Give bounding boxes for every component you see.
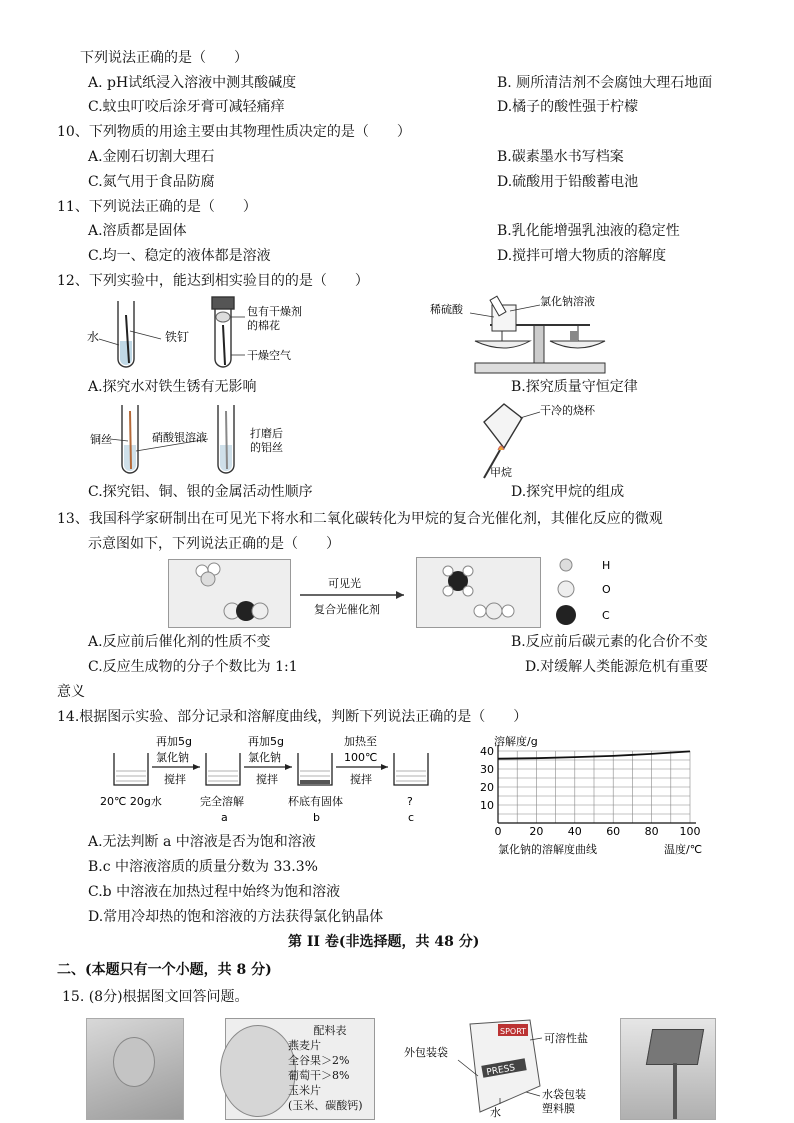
- y-tick-label: 10: [480, 799, 494, 812]
- ingredient-item: 全谷果＞2%: [288, 1054, 350, 1067]
- chart-ylabel: 溶解度/g: [494, 735, 538, 748]
- ingredient-table: [288, 1023, 372, 1113]
- chart-xlabel: 温度/℃: [664, 843, 703, 856]
- label-copper: 铜丝: [90, 433, 112, 446]
- q12-option-a[interactable]: A.探究水对铁生锈有无影响: [88, 379, 257, 395]
- legend-h: H: [602, 559, 611, 572]
- q13-option-a[interactable]: A.反应前后催化剂的性质不变: [88, 634, 271, 650]
- face-shape: [113, 1037, 155, 1087]
- step3-stir: 搅拌: [350, 773, 372, 786]
- beaker-c: [394, 753, 428, 785]
- q13-option-c[interactable]: C.反应生成物的分子个数比为 1:1: [88, 659, 298, 675]
- left-pan: [475, 341, 530, 348]
- q13-stem-2: 示意图如下，下列说法正确的是（ ）: [88, 536, 340, 552]
- x-tick-label: 40: [567, 825, 582, 838]
- water-level: [120, 341, 132, 365]
- q11-option-d[interactable]: D.搅拌可增大物质的溶解度: [497, 248, 667, 264]
- q11-option-b[interactable]: B.乳化能增强乳浊液的稳定性: [497, 223, 680, 239]
- balance-base: [475, 363, 605, 373]
- label-dry-air: 干燥空气: [247, 349, 291, 362]
- weight: [570, 331, 578, 341]
- c-atom-legend: [556, 605, 576, 625]
- y-tick-label: 30: [480, 763, 494, 776]
- q12-option-b[interactable]: B.探究质量守恒定律: [511, 379, 638, 395]
- press-text: PRESS: [485, 1063, 516, 1079]
- step2-add: 再加5g: [248, 735, 284, 748]
- x-tick-label: 20: [529, 825, 544, 838]
- q9-option-b[interactable]: B. 厕所清洁剂不会腐蚀大理石地面: [497, 75, 713, 91]
- label-acid: 稀硫酸: [430, 303, 463, 316]
- label-catalyst: 复合光催化剂: [314, 603, 380, 616]
- x-tick-label: 60: [606, 825, 621, 838]
- q13-stem-1: 13、我国科学家研制出在可见光下将水和二氧化碳转化为甲烷的复合光催化剂，其催化反应的微观: [57, 511, 663, 527]
- c-note: ?: [407, 795, 413, 808]
- label-visible-light: 可见光: [328, 577, 361, 590]
- ingredient-title: 配料表: [313, 1024, 347, 1037]
- x-tick-label: 0: [494, 825, 502, 838]
- q14-flow-diagram: [100, 731, 445, 831]
- cold-pack-figure: [400, 1016, 600, 1120]
- photo-solar-lamp: [620, 1018, 716, 1120]
- q14-option-d[interactable]: D.常用冷却热的饱和溶液的方法获得氯化钠晶体: [88, 909, 384, 925]
- ingredient-item: (玉米、碳酸钙): [288, 1099, 363, 1112]
- beaker-start: [114, 753, 148, 785]
- q12-figure-c: [88, 401, 308, 481]
- h-atom-legend: [560, 559, 572, 571]
- section2-banner: 第 II 卷(非选择题，共 48 分): [288, 934, 480, 950]
- q10-stem: 10、下列物质的用途主要由其物理性质决定的是（ ）: [57, 124, 411, 140]
- label-agno3: 硝酸银溶液: [152, 431, 207, 444]
- q9-stem: 下列说法正确的是（ ）: [80, 50, 248, 66]
- label-al-2: 的铝丝: [250, 441, 283, 454]
- solar-panel: [646, 1029, 704, 1065]
- q9-option-d[interactable]: D.橘子的酸性强于柠檬: [497, 99, 639, 115]
- q12-figure-a: [85, 293, 310, 375]
- ingredient-item: 玉米片: [288, 1084, 321, 1097]
- step3-temp: 100℃: [344, 751, 378, 764]
- balance-pillar: [534, 325, 544, 363]
- cotton: [216, 312, 230, 322]
- q10-option-c[interactable]: C.氮气用于食品防腐: [88, 174, 215, 190]
- step2-stir: 搅拌: [256, 773, 278, 786]
- o-atom-legend: [558, 581, 574, 597]
- label-al-1: 打磨后: [250, 427, 283, 440]
- start-label: 20℃ 20g水: [100, 795, 162, 808]
- right-pan: [550, 341, 605, 348]
- photo-person: [86, 1018, 184, 1120]
- step1-stir: 搅拌: [164, 773, 186, 786]
- aluminum-wire: [226, 411, 227, 469]
- q9-option-a[interactable]: A. pH试纸浸入溶液中测其酸碱度: [88, 75, 297, 91]
- photo-cereal: [225, 1018, 375, 1120]
- label-water-bag-1: 水袋包装: [542, 1088, 586, 1101]
- beaker-a: [206, 753, 240, 785]
- stopper: [212, 297, 234, 309]
- a-note: 完全溶解: [200, 795, 244, 808]
- label-cold-beaker: 干冷的烧杯: [540, 404, 595, 417]
- q11-option-c[interactable]: C.均一、稳定的液体都是溶液: [88, 248, 271, 264]
- ingredient-item: 燕麦片: [288, 1039, 321, 1052]
- bowl: [220, 1025, 296, 1117]
- q13-reaction-diagram: [168, 557, 628, 632]
- q13-option-b[interactable]: B.反应前后碳元素的化合价不变: [511, 634, 708, 650]
- q12-option-c[interactable]: C.探究铝、铜、银的金属活动性顺序: [88, 484, 313, 500]
- label-cotton-2: 的棉花: [247, 319, 280, 332]
- solubility-chart: [458, 729, 708, 859]
- a-label: a: [221, 811, 228, 824]
- label-soluble-salt: 可溶性盐: [544, 1032, 588, 1045]
- q10-option-b[interactable]: B.碳素墨水书写档案: [497, 149, 624, 165]
- ingredient-item: 葡萄干＞8%: [288, 1069, 350, 1082]
- q14-option-b[interactable]: B.c 中溶液溶质的质量分数为 33.3%: [88, 859, 318, 875]
- step1-add: 再加5g: [156, 735, 192, 748]
- q12-figure-d: [470, 398, 620, 480]
- copper-wire: [130, 411, 131, 469]
- q13-option-d[interactable]: D.对缓解人类能源危机有重要: [525, 659, 709, 675]
- lamp-pole: [673, 1063, 677, 1119]
- chart-title: 氯化钠的溶解度曲线: [498, 843, 597, 856]
- label-cotton-1: 包有干燥剂: [247, 305, 302, 318]
- q12-figure-b: [430, 291, 630, 377]
- c-label: c: [408, 811, 415, 824]
- q14-option-a[interactable]: A.无法判断 a 中溶液是否为饱和溶液: [88, 834, 316, 850]
- q14-stem: 14.根据图示实验、部分记录和溶解度曲线，判断下列说法正确的是（ ）: [57, 709, 528, 725]
- step1-nacl: 氯化钠: [156, 751, 189, 764]
- step2-nacl: 氯化钠: [248, 751, 281, 764]
- q10-option-a[interactable]: A.金刚石切割大理石: [88, 149, 215, 165]
- y-tick-label: 40: [480, 745, 494, 758]
- label-nail: 铁钉: [165, 330, 190, 344]
- q9-option-c[interactable]: C.蚊虫叮咬后涂牙膏可减轻痛痒: [88, 99, 285, 115]
- x-tick-label: 80: [644, 825, 659, 838]
- b-label: b: [313, 811, 320, 824]
- undissolved-solid: [300, 780, 330, 784]
- q11-stem: 11、下列说法正确的是（ ）: [57, 199, 257, 215]
- b-note: 杯底有固体: [288, 795, 343, 808]
- inverted-beaker: [484, 404, 522, 448]
- legend-c: C: [602, 609, 610, 622]
- y-tick-label: 20: [480, 781, 494, 794]
- legend-o: O: [602, 583, 611, 596]
- q10-option-d[interactable]: D.硫酸用于铅酸蓄电池: [497, 174, 639, 190]
- label-outer-bag: 外包装袋: [404, 1046, 448, 1059]
- q11-option-a[interactable]: A.溶质都是固体: [88, 223, 187, 239]
- brand-text: SPORT: [500, 1027, 527, 1036]
- q15-stem: 15. (8分)根据图文回答问题。: [62, 989, 249, 1005]
- label-methane: 甲烷: [490, 466, 512, 479]
- iron-nail-2: [223, 325, 225, 365]
- label-water-bag-2: 塑料膜: [542, 1102, 575, 1115]
- label-water: 水: [490, 1106, 501, 1119]
- q14-option-c[interactable]: C.b 中溶液在加热过程中始终为饱和溶液: [88, 884, 341, 900]
- label-nacl: 氯化钠溶液: [540, 295, 595, 308]
- x-tick-label: 100: [679, 825, 701, 838]
- label-water: 水: [87, 330, 100, 344]
- step3-heat: 加热至: [344, 735, 377, 748]
- q12-option-d[interactable]: D.探究甲烷的组成: [511, 484, 625, 500]
- q12-stem: 12、下列实验中，能达到相实验目的的是（ ）: [57, 273, 369, 289]
- q13-option-d-cont: 意义: [57, 684, 85, 700]
- section2-heading: 二、(本题只有一个小题，共 8 分): [57, 962, 272, 978]
